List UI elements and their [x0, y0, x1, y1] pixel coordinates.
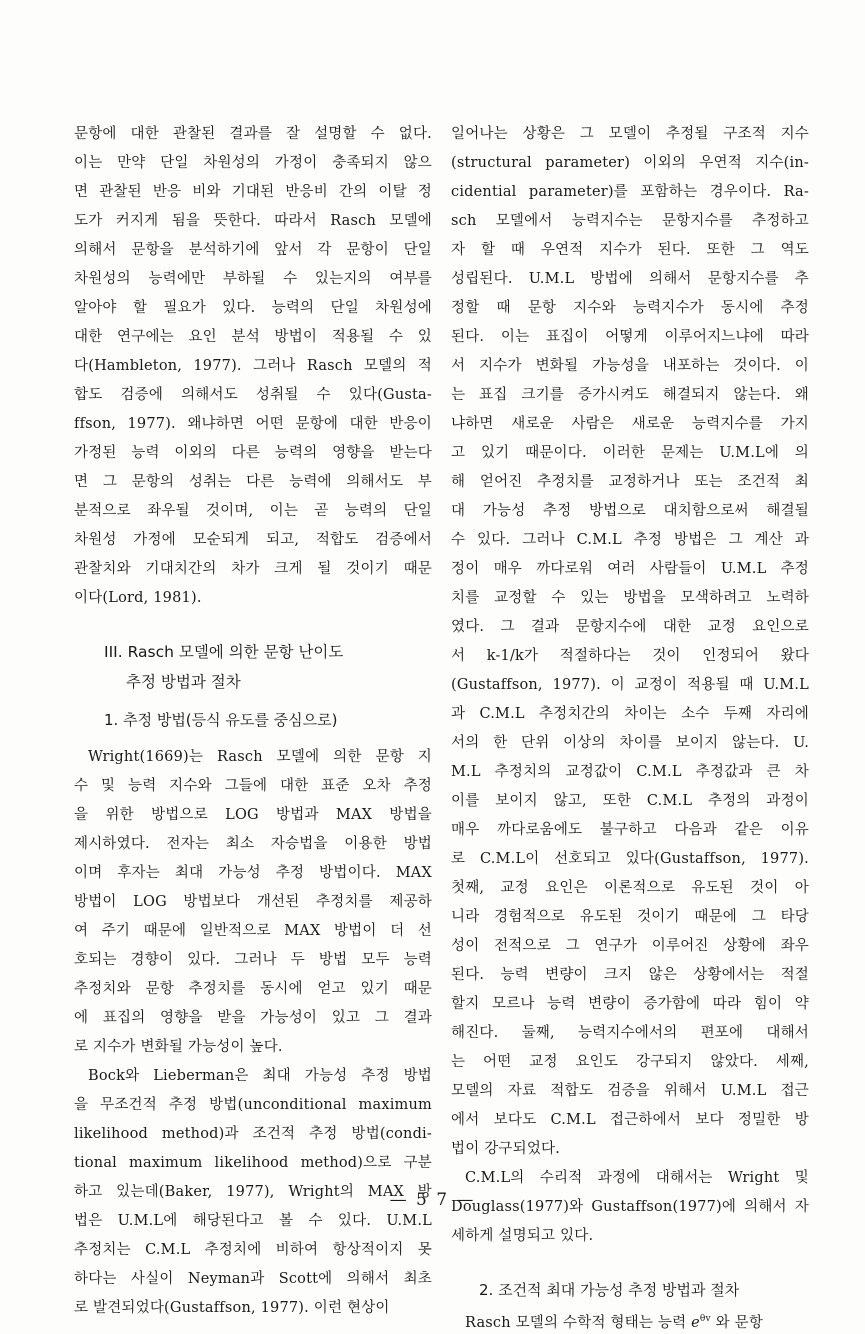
text-line: 이를 보이지 않고, 또한 C.M.L 추정의 과정이	[451, 793, 809, 809]
text-line: cidential parameter)를 포함하는 경우이다. Ra-	[451, 184, 809, 200]
text-line: 면 관찰된 반응 비와 기대된 반응비 간의 이탈 정	[74, 184, 432, 200]
text-line: 알아야 할 필요가 있다. 능력의 단일 차원성에	[74, 300, 432, 316]
text-line: 을 위한 방법으로 LOG 방법과 MAX 방법을	[74, 807, 432, 823]
text-line: 냐하면 새로운 사람은 새로운 능력지수를 가지	[451, 416, 809, 432]
text-line: 세하게 설명되고 있다.	[451, 1228, 594, 1244]
text-line: 관찰치와 기대치간의 차가 크게 될 것이기 때문	[74, 561, 432, 577]
text-line: C.M.L의 수리적 과정에 대해서는 Wright 및	[465, 1170, 809, 1186]
text-line: (structural parameter) 이외의 우연적 지수(in-	[451, 155, 809, 171]
text-line: 대 가능성 추정 방법으로 대치함으로써 해결될	[451, 503, 809, 519]
text-line: 방법이 LOG 방법보다 개선된 추정치를 제공하	[74, 894, 432, 910]
text-line: 서 k-1/k가 적절하다는 것이 인정되어 왔다	[451, 648, 809, 664]
page-number: — 5 7 —	[389, 1190, 476, 1210]
text-line: M.L 추정치의 교정값이 C.M.L 추정값과 큰 차	[451, 764, 809, 780]
text-line: 차원성 가정에 모순되게 되고, 적합도 검증에서	[74, 532, 432, 548]
text-line: 하다는 사실이 Neyman과 Scott에 의해서 최초	[74, 1271, 432, 1287]
text-line: 에 표집의 영향을 받을 가능성이 있고 그 결과	[74, 1010, 432, 1026]
text-line: 과 C.M.L 추정치간의 차이는 소수 두째 자리에	[451, 706, 809, 722]
subsection-heading-2: 2. 조건적 최대 가능성 추정 방법과 절차	[479, 1281, 740, 1299]
left-paragraph-2	[74, 743, 432, 1062]
right-paragraph-3-line: Rasch 모델의 수학적 형태는 능력 $e^{\theta v}$ 와 문항	[465, 1314, 764, 1331]
text-line: 차원성의 능력에만 부하될 수 있는지의 여부를	[74, 271, 432, 287]
text-line: likelihood method)과 조건적 추정 방법(condi-	[74, 1126, 432, 1142]
right-column	[451, 120, 809, 1334]
text-line: 이며 후자는 최대 가능성 추정 방법이다. MAX	[74, 865, 432, 881]
text-line: 치를 교정할 수 있는 방법을 모색하려고 노력하	[451, 590, 809, 606]
text-line: 을 무조건적 추정 방법(unconditional maximum	[74, 1097, 432, 1113]
right-paragraph-1	[451, 120, 809, 1164]
text-line: 고 있기 때문이다. 이러한 문제는 U.M.L에 의	[451, 445, 809, 461]
text-line: 추정치와 문항 추정치를 동시에 얻고 있기 때문	[74, 981, 432, 997]
text-line: 호되는 경향이 있다. 그러나 두 방법 모두 능력	[74, 952, 432, 968]
text-line: tional maximum likelihood method)으로 구분	[74, 1155, 432, 1171]
text-line: 의해서 문항을 분석하기에 앞서 각 문항이 단일	[74, 242, 432, 258]
text-line: 문항에 대한 관찰된 결과를 잘 설명할 수 없다.	[74, 126, 432, 142]
text-line: Wright(1669)는 Rasch 모델에 의한 문항 지	[88, 749, 432, 765]
text-line: 해 얻어진 추정치를 교정하거나 또는 조건적 최	[451, 474, 809, 490]
left-paragraph-1	[74, 120, 432, 613]
text-line: 성립된다. U.M.L 방법에 의해서 문항지수를 추	[451, 271, 809, 287]
text-line: 제시하였다. 전자는 최소 자승법을 이용한 방법	[74, 836, 432, 852]
text-line: 는 어떤 교정 요인도 강구되지 않았다. 세째,	[451, 1054, 809, 1070]
text-line: 다(Hambleton, 1977). 그러나 Rasch 모델의 적	[74, 358, 432, 374]
text-line: sch 모델에서 능력지수는 문항지수를 추정하고	[451, 213, 809, 229]
text-line: 에서 보다도 C.M.L 접근하에서 보다 정밀한 방	[451, 1112, 809, 1128]
text-line: 가정된 능력 이외의 다른 능력의 영향을 받는다	[74, 445, 432, 461]
text-line: 였다. 그 결과 문항지수에 대한 교정 요인으로	[451, 619, 809, 635]
text-line: 해진다. 둘째, 능력지수에서의 편포에 대해서	[451, 1025, 809, 1041]
text-line: 정이 매우 까다로워 여러 사람들이 U.M.L 추정	[451, 561, 809, 577]
text-line: (Gustaffson, 1977). 이 교정이 적용될 때 U.M.L	[451, 677, 809, 693]
text-line: 매우 까다로움에도 불구하고 다음과 같은 이유	[451, 822, 809, 838]
text-line: ffson, 1977). 왜냐하면 어떤 문항에 대한 반응이	[74, 416, 432, 432]
section-heading-3-line1: III. Rasch 모델에 의한 문항 난이도	[104, 643, 344, 661]
text-line: 된다. 이는 표집이 어떻게 이루어지느냐에 따라	[451, 329, 809, 345]
text-line: 대한 연구에는 요인 분석 방법이 적용될 수 있	[74, 329, 432, 345]
text-line: 로 지수가 변화될 가능성이 높다.	[74, 1039, 283, 1055]
text-line: 법이 강구되었다.	[451, 1141, 561, 1157]
text-line: 니라 경험적으로 유도된 것이기 때문에 그 타당	[451, 909, 809, 925]
left-column	[74, 120, 432, 1323]
subsection-heading-1: 1. 추정 방법(등식 유도를 중심으로)	[104, 711, 338, 729]
text-line: 법은 U.M.L에 해당된다고 볼 수 있다. U.M.L	[74, 1213, 432, 1229]
text-line: 수 있다. 그러나 C.M.L 추정 방법은 그 계산 과	[451, 532, 809, 548]
text-line: Douglass(1977)와 Gustaffson(1977)에 의해서 자	[451, 1199, 809, 1215]
text-line: 여 주기 때문에 일반적으로 MAX 방법이 더 선	[74, 923, 432, 939]
text-line: 첫째, 교정 요인은 이론적으로 유도된 것이 아	[451, 880, 809, 896]
text-line: 로 C.M.L이 선호되고 있다(Gustaffson, 1977).	[451, 851, 809, 867]
section-heading-3-line2: 추정 방법과 절차	[126, 673, 241, 691]
text-line: Bock와 Lieberman은 최대 가능성 추정 방법	[88, 1068, 432, 1084]
text-line: 는 표집 크기를 증가시켜도 해결되지 않는다. 왜	[451, 387, 809, 403]
text-line: 정할 때 문항 지수와 능력지수가 동시에 추정	[451, 300, 809, 316]
text-line: 하고 있는데(Baker, 1977), Wright의 MAX 방	[74, 1184, 432, 1200]
text-line: 수 및 능력 지수와 그들에 대한 표준 오차 추정	[74, 778, 432, 794]
text-line: 분적으로 좌우될 것이며, 이는 곧 능력의 단일	[74, 503, 432, 519]
text-line: 성이 전적으로 그 연구가 이루어진 상황에 좌우	[451, 938, 809, 954]
text-line: 서 지수가 변화될 가능성을 내포하는 것이다. 이	[451, 358, 809, 374]
text-line: 추정치는 C.M.L 추정치에 비하여 항상적이지 못	[74, 1242, 432, 1258]
text-line: 일어나는 상황은 그 모델이 추정될 구조적 지수	[451, 126, 809, 142]
text-line: 된다. 능력 변량이 크지 않은 상황에서는 적절	[451, 967, 809, 983]
text-line: 모델의 자료 적합도 검증을 위해서 U.M.L 접근	[451, 1083, 809, 1099]
text-line: 자 할 때 우연적 지수가 된다. 또한 그 역도	[451, 242, 809, 258]
text-line: 서의 한 단위 이상의 차이를 보이지 않는다. U.	[451, 735, 809, 751]
text-line: 이다(Lord, 1981).	[74, 590, 202, 606]
text-line: 도가 커지게 됨을 뜻한다. 따라서 Rasch 모델에	[74, 213, 432, 229]
text-line: 로 발견되었다(Gustaffson, 1977). 이런 현상이	[74, 1300, 390, 1316]
text-line: 할지 모르나 능력 변량이 증가함에 따라 힘이 약	[451, 996, 809, 1012]
text-line: 이는 만약 단일 차원성의 가정이 충족되지 않으	[74, 155, 432, 171]
text-line: 면 그 문항의 성취는 다른 능력에 의해서도 부	[74, 474, 432, 490]
text-line: 합도 검증에 의해서도 성취될 수 있다(Gusta-	[74, 387, 432, 403]
